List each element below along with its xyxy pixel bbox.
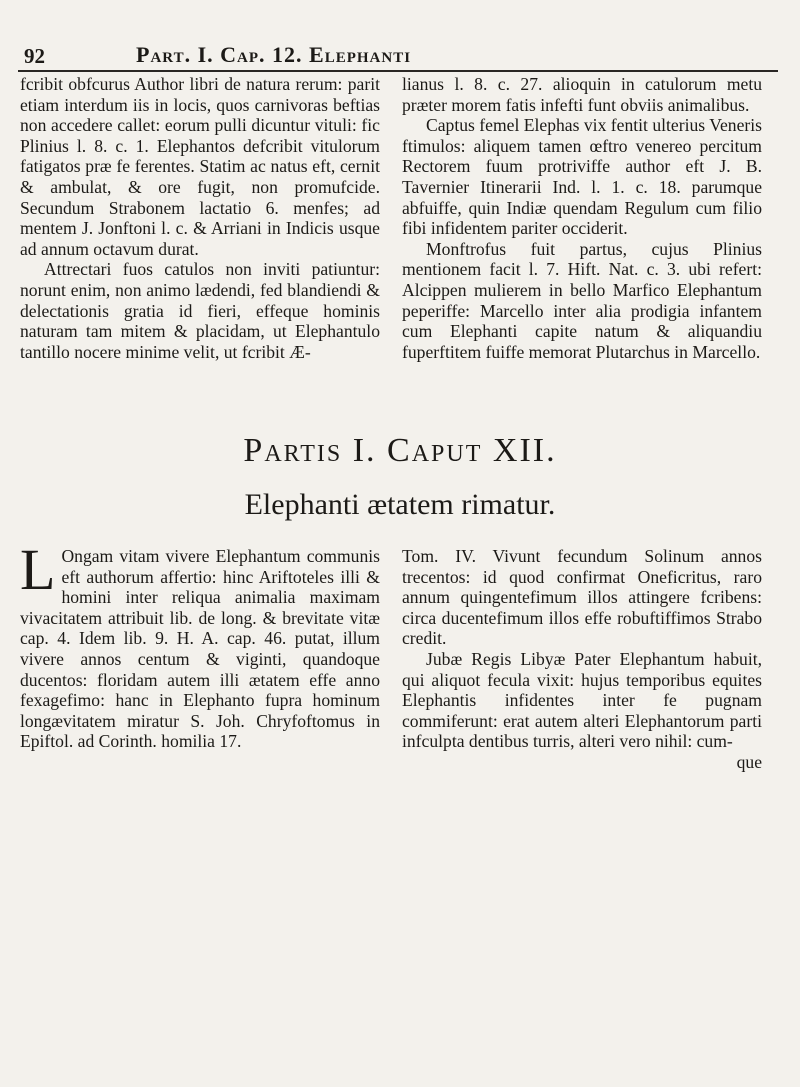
paragraph: Tom. IV. Vivunt fecundum Solinum annos trecentos: id quod confirmat Oneficritus, raro annum quingentefimum illos attingere fcribens: circa ducentefimum illos effe robuftiffimos Strabo credit. bbox=[402, 546, 762, 649]
bottom-right-column bbox=[402, 546, 762, 773]
top-left-column bbox=[20, 74, 380, 362]
paragraph: Monftrofus fuit partus, cujus Plinius mentionem facit l. 7. Hift. Nat. c. 3. ubi refert: Alcippen mulierem in bello Marfico Elephantum peperiffe: Marcello inter alia prodigia infantem cum Elephanti capite natum & aliquandiu fuperftitem fuiffe memorat Plutarchus in Marcello. bbox=[402, 238, 762, 362]
running-head bbox=[18, 40, 778, 72]
bottom-left-column bbox=[20, 537, 380, 752]
paragraph bbox=[20, 537, 380, 752]
running-title: Part. I. Cap. 12. Elephanti bbox=[136, 42, 412, 67]
paragraph: Captus femel Elephas vix fentit ulterius Veneris ftimulos: aliquem tamen œftro venereo percitum Rectorem fuum protriviffe author eft J. B. Tavernier Itinerarii Ind. l. 1. c. 18. parumque abfuiffe, quin Indiæ quendam Regulum cum filio fibi infidentem pariter occiderit. bbox=[402, 115, 762, 239]
paragraph: lianus l. 8. c. 27. alioquin in catulorum metu præter morem fatis infefti funt obviis animalibus. bbox=[402, 74, 762, 115]
paragraph: fcribit obfcurus Author libri de natura rerum: parit etiam interdum iis in locis, quos carnivoras beftias non accedere callet: eorum pulli dicuntur vituli: fic Plinius l. 8. c. 1. Elephantos defcribit vitulorum fatigatos præ fe ferentes. Statim ac natus eft, cernit & ambulat, & ore fugit, non promufcide. Secundum Strabonem lactatio 6. menfes; ad mentem J. Jonftoni l. c. & Arriani in Indicis usque ad annum octavum durat. bbox=[20, 74, 380, 259]
chapter-subtitle: Elephanti ætatem rimatur. bbox=[244, 488, 556, 521]
drop-cap: L bbox=[20, 537, 56, 602]
paragraph: Jubæ Regis Libyæ Pater Elephantum habuit, qui aliquot fecula vixit: hujus temporibus equites Elephantis infidentes inter fe pugnam commiferunt: erat autem alteri Elephantorum parti infculpta dentibus turris, alteri vero nihil: cum- bbox=[402, 648, 762, 752]
paragraph: Attrectari fuos catulos non inviti patiuntur: norunt enim, non animo lædendi, fed blandiendi & delectationis gratia id fieri, effeque hominis naturam tam mitem & placidam, ut Elephantulo tantillo nocere minime velit, ut fcribit Æ- bbox=[20, 259, 380, 362]
paragraph-text: Ongam vitam vivere Elephantum communis eft authorum affertio: hinc Ariftoteles illi & homini inter reliqua animalia maximam vivacitatem attribuit lib. de long. & brevitate vitæ cap. 4. Idem lib. 9. H. A. cap. 46. putat, illum vivere annos centum & viginti, quandoque ducentos: floridam autem illi ætatem effe anno fexagefimo: hanc in Elephanto fupra hominum longævitatem miratur S. Joh. Chryfoftomus in Epiftol. ad Corinth. homilia 17. bbox=[20, 546, 380, 752]
page-number: 92 bbox=[24, 44, 45, 68]
catchword: que bbox=[736, 751, 762, 772]
top-right-column bbox=[402, 74, 762, 362]
chapter-heading: Partis I. Caput XII. bbox=[243, 432, 557, 469]
